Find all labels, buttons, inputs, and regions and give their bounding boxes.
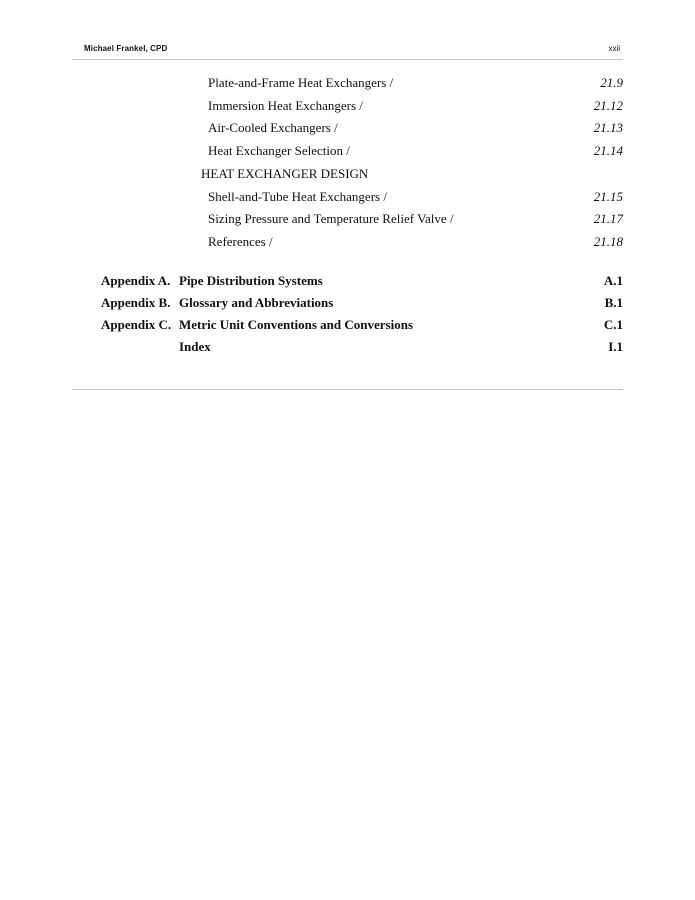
appendix-title[interactable]: Pipe Distribution Systems bbox=[179, 273, 323, 288]
header-divider bbox=[72, 59, 623, 60]
toc-entry-title[interactable]: Sizing Pressure and Temperature Relief Valve / bbox=[208, 211, 454, 226]
header-page-number: xxii bbox=[608, 44, 620, 53]
toc-section-heading: HEAT EXCHANGER DESIGN bbox=[201, 166, 369, 181]
toc-entry-page: 21.12 bbox=[593, 98, 623, 113]
toc-entry-title[interactable]: Plate-and-Frame Heat Exchangers / bbox=[208, 75, 394, 90]
toc-entry-title[interactable]: Air-Cooled Exchangers / bbox=[208, 120, 338, 135]
toc-entry-page: 21.15 bbox=[593, 189, 623, 204]
appendix-label: Appendix C. bbox=[101, 317, 172, 332]
toc-entry-page: 21.9 bbox=[600, 75, 623, 90]
footer-divider bbox=[72, 389, 623, 390]
toc-entry-page: 21.14 bbox=[593, 143, 623, 158]
toc-entry-title[interactable]: Immersion Heat Exchangers / bbox=[208, 98, 363, 113]
toc-entry-title[interactable]: References / bbox=[208, 234, 273, 249]
appendix-page: C.1 bbox=[603, 317, 623, 332]
toc-entry-page: 21.18 bbox=[593, 234, 623, 249]
header-author: Michael Frankel, CPD bbox=[84, 44, 168, 53]
appendix-label: Appendix A. bbox=[101, 273, 171, 288]
appendix-page: B.1 bbox=[604, 295, 623, 310]
appendix-title[interactable]: Glossary and Abbreviations bbox=[179, 295, 334, 310]
index-page: I.1 bbox=[608, 339, 623, 354]
appendix-page: A.1 bbox=[603, 273, 623, 288]
toc-entry-page: 21.17 bbox=[593, 211, 623, 226]
appendix-label: Appendix B. bbox=[101, 295, 171, 310]
index-title[interactable]: Index bbox=[179, 339, 211, 354]
toc-entry-title[interactable]: Heat Exchanger Selection / bbox=[208, 143, 350, 158]
toc-entry-page: 21.13 bbox=[593, 120, 623, 135]
appendix-title[interactable]: Metric Unit Conventions and Conversions bbox=[179, 317, 414, 332]
page-header bbox=[0, 0, 695, 60]
toc-entry-title[interactable]: Shell-and-Tube Heat Exchangers / bbox=[208, 189, 387, 204]
